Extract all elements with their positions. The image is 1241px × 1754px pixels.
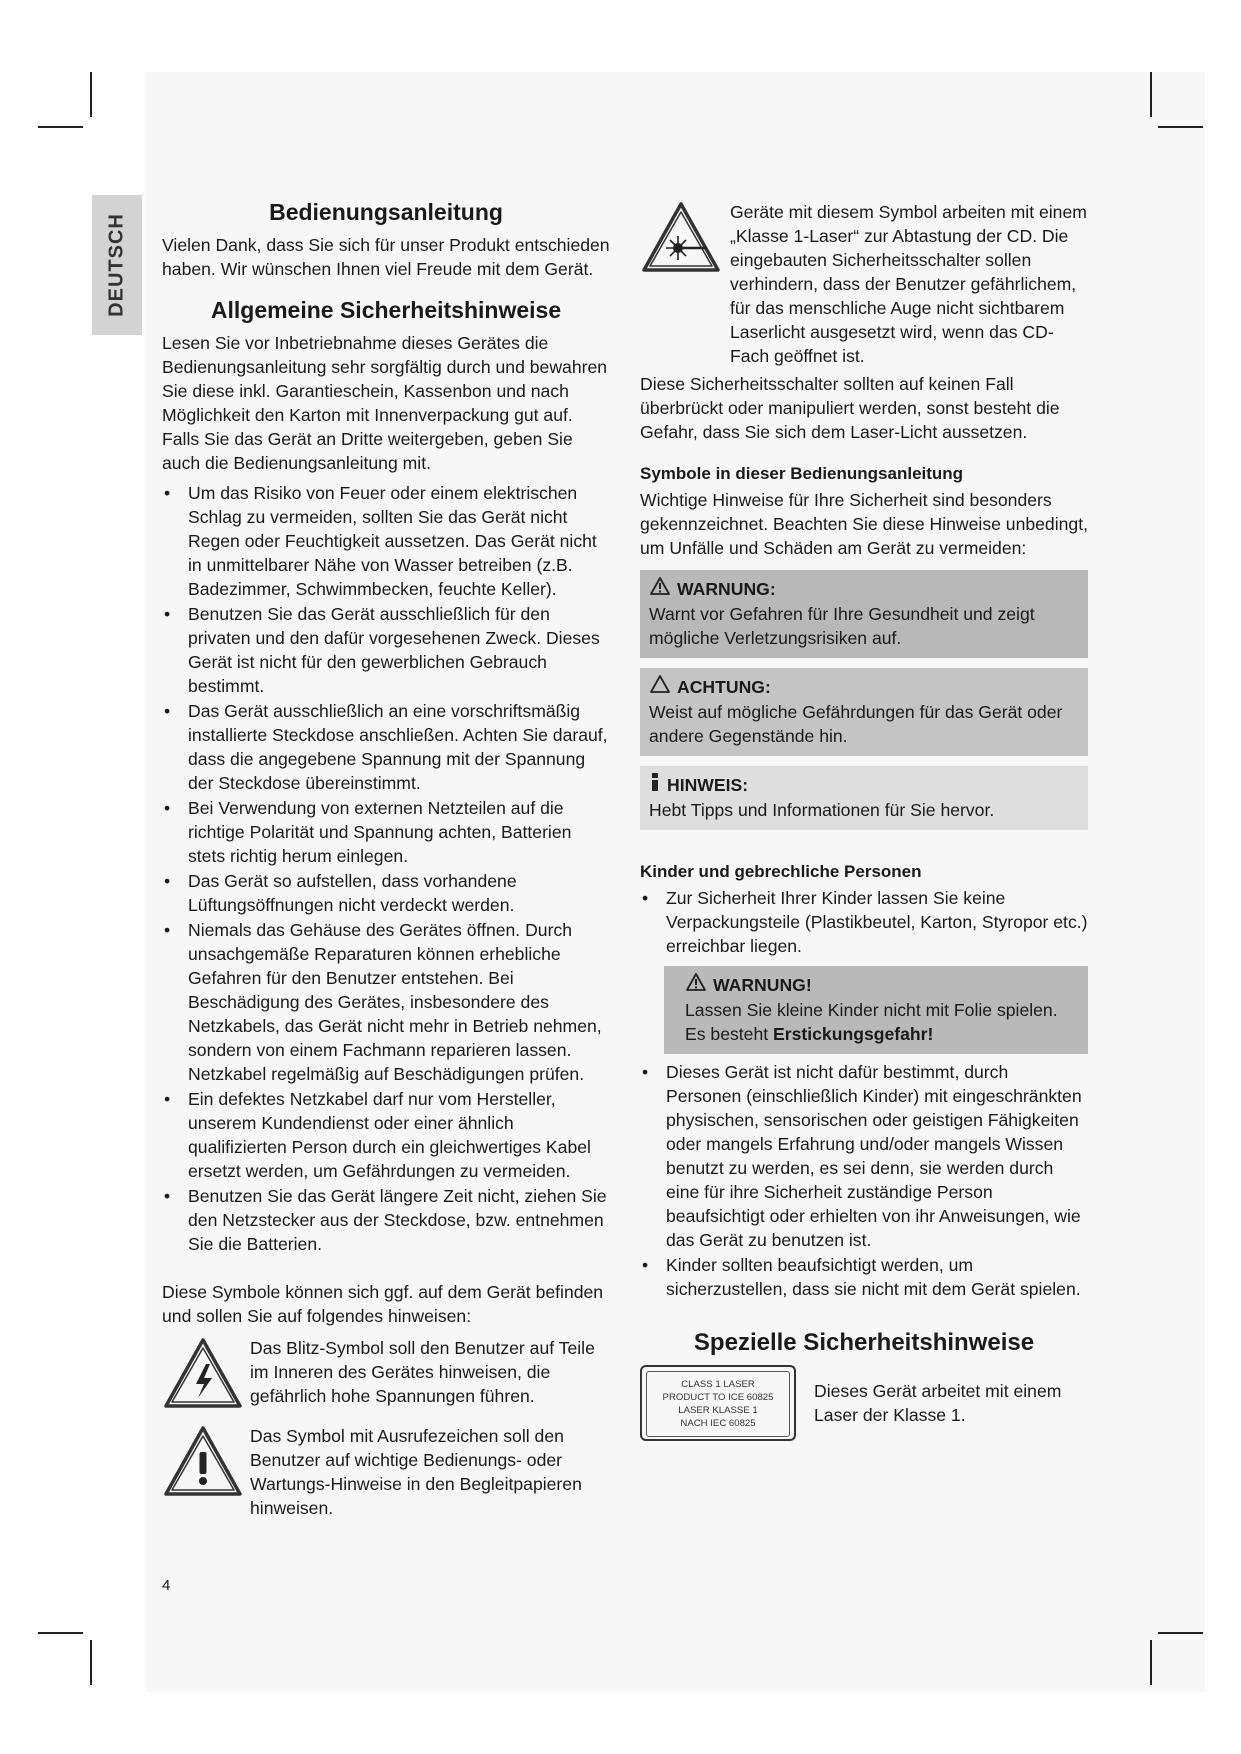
exclamation-symbol-text: Das Symbol mit Ausrufezeichen soll den Benutzer auf wichtige Bedienungs- oder Wartungs-Hinweise in den Begleitpapieren hinweisen. <box>250 1426 582 1518</box>
warning-box <box>640 570 1088 658</box>
list-item: • Um das Risiko von Feuer oder einem elektrischen Schlag zu vermeiden, sollten Sie das Gerät nicht Regen oder Feuchtigkeit aussetzen. Das Gerät nicht in unmittelbarer Nähe von Wasser betreiben (z.B. Badezimmer, Schwimmbecken, feuchte Keller). <box>162 481 610 601</box>
lightning-warning-icon <box>162 1336 250 1416</box>
exclamation-symbol-row <box>162 1424 610 1520</box>
lightning-symbol-text: Das Blitz-Symbol soll den Benutzer auf Teile im Inneren des Gerätes hinweisen, die gefährlich hohe Spannungen führen. <box>250 1338 595 1406</box>
warning-triangle-icon <box>685 972 707 998</box>
safety-heading: Allgemeine Sicherheitshinweise <box>210 297 562 323</box>
intro-text: Vielen Dank, dass Sie sich für unser Produkt entschieden haben. Wir wünschen Ihnen viel Freude mit dem Gerät. <box>162 235 610 279</box>
laser-symbol-text: Geräte mit diesem Symbol arbeiten mit einem „Klasse 1-Laser“ zur Abtastung der CD. Die eingebauten Sicherheitsschalter sollen verhindern, dass der Benutzer gefährlichem, für das menschliche Auge nicht sichtbarem Laserlicht ausgesetzt wird, wenn das CD-Fach geöffnet ist. <box>730 202 1087 366</box>
child-warning-text-2 <box>685 1022 1078 1046</box>
language-tab-label: DEUTSCH <box>105 213 128 317</box>
warning-triangle-icon <box>649 576 671 602</box>
children-list <box>640 886 1088 958</box>
laser-symbol-row <box>640 200 1088 368</box>
list-item: • Kinder sollten beaufsichtigt werden, um sicherzustellen, dass sie nicht mit dem Gerät spielen. <box>640 1253 1088 1301</box>
hint-label: HINWEIS: <box>667 775 749 795</box>
crop-mark <box>1158 126 1203 128</box>
manual-title: Bedienungsanleitung <box>269 199 503 225</box>
crop-mark <box>1158 1632 1203 1634</box>
crop-mark <box>1150 1640 1152 1685</box>
child-warning-box <box>664 966 1088 1054</box>
child-warning-text: Lassen Sie kleine Kinder nicht mit Folie spielen. <box>685 1000 1058 1020</box>
page-number: 4 <box>162 1577 171 1594</box>
list-item: • Bei Verwendung von externen Netzteilen auf die richtige Polarität und Spannung achten, Batterien stets richtig herum einlegen. <box>162 796 610 868</box>
warning-box-title <box>649 576 1080 602</box>
child-warning-title <box>685 972 1078 998</box>
crop-mark <box>38 1632 83 1634</box>
child-warning-label: WARNUNG! <box>713 975 812 995</box>
left-column <box>162 197 610 1520</box>
caution-box <box>640 668 1088 756</box>
safety-list <box>162 481 610 1256</box>
hint-text: Hebt Tipps und Informationen für Sie hervor. <box>649 800 995 820</box>
laser-class-label-inner <box>646 1371 790 1437</box>
crop-mark <box>90 72 92 117</box>
suffocation-warning: Erstickungsgefahr! <box>773 1024 934 1044</box>
hint-box <box>640 766 1088 830</box>
laser-class-row <box>640 1365 1088 1441</box>
hint-box-title <box>649 772 1080 798</box>
symbols-intro: Diese Symbole können sich ggf. auf dem Gerät befinden und sollen Sie auf folgendes hinweisen: <box>162 1282 604 1326</box>
laser-class-text: Dieses Gerät arbeitet mit einem Laser der Klasse 1. <box>814 1381 1062 1425</box>
exclamation-warning-icon <box>162 1424 250 1504</box>
safety-switch-text: Diese Sicherheitsschalter sollten auf keinen Fall überbrückt oder manipuliert werden, sonst besteht die Gefahr, dass Sie sich dem Laser-Licht aussetzen. <box>640 374 1060 442</box>
info-icon <box>649 772 661 798</box>
child-warning-prefix: Es besteht <box>685 1024 774 1044</box>
laser-label-line: LASER KLASSE 1 <box>678 1405 758 1416</box>
laser-class-label <box>640 1365 796 1441</box>
crop-mark <box>1150 72 1152 117</box>
special-safety-heading: Spezielle Sicherheitshinweise <box>693 1329 1035 1356</box>
laser-label-line: NACH IEC 60825 <box>680 1418 756 1429</box>
crop-mark <box>90 1640 92 1685</box>
list-item: • Dieses Gerät ist nicht dafür bestimmt, durch Personen (einschließlich Kinder) mit eingeschränkten physischen, sensorischen oder geistigen Fähigkeiten oder mangels Erfahrung und/oder mangels Wissen benutzt zu werden, es sei denn, sie werden durch eine für ihre Sicherheit zuständige Person beaufsichtigt oder erhielten von ihr Anweisungen, wie das Gerät zu benutzen ist. <box>640 1060 1088 1252</box>
caution-triangle-icon <box>649 674 671 700</box>
list-item: • Ein defektes Netzkabel darf nur vom Hersteller, unserem Kundendienst oder einer ähnlich qualifizierten Person durch ein gleichwertiges Kabel ersetzt werden, um Gefährdungen zu vermeiden. <box>162 1087 610 1183</box>
crop-mark <box>38 126 83 128</box>
caution-label: ACHTUNG: <box>677 677 771 697</box>
list-item: • Zur Sicherheit Ihrer Kinder lassen Sie keine Verpackungsteile (Plastikbeutel, Karton, Styropor etc.) erreichbar liegen. <box>640 886 1088 958</box>
lightning-symbol-row <box>162 1336 610 1416</box>
children-list-2 <box>640 1060 1088 1301</box>
language-tab <box>92 195 142 335</box>
laser-warning-icon <box>640 200 730 280</box>
right-column <box>640 200 1088 1441</box>
list-item: • Benutzen Sie das Gerät ausschließlich für den privaten und den dafür vorgesehenen Zweck. Dieses Gerät ist nicht für den gewerblichen Gebrauch bestimmt. <box>162 602 610 698</box>
warning-label: WARNUNG: <box>677 579 776 599</box>
caution-box-title <box>649 674 1080 700</box>
safety-intro: Lesen Sie vor Inbetriebnahme dieses Gerätes die Bedienungsanleitung sehr sorgfältig durch und bewahren Sie diese inkl. Garantieschein, Kassenbon und nach Möglichkeit den Karton mit Innenverpackung gut auf. Falls Sie das Gerät an Dritte weitergeben, geben Sie auch die Bedienungsanleitung mit. <box>162 333 608 473</box>
list-item: • Das Gerät so aufstellen, dass vorhandene Lüftungsöffnungen nicht verdeckt werden. <box>162 869 610 917</box>
warning-text: Warnt vor Gefahren für Ihre Gesundheit und zeigt mögliche Verletzungsrisiken auf. <box>649 604 1035 648</box>
laser-label-line: CLASS 1 LASER <box>681 1379 755 1390</box>
symbols-heading: Symbole in dieser Bedienungsanleitung <box>640 464 964 483</box>
caution-text: Weist auf mögliche Gefährdungen für das Gerät oder andere Gegenstände hin. <box>649 702 1063 746</box>
list-item: • Niemals das Gehäuse des Gerätes öffnen. Durch unsachgemäße Reparaturen können erhebliche Gefahren für den Benutzer entstehen. Bei Beschädigung des Gerätes, insbesondere des Netzkabels, das Gerät nicht mehr in Betrieb nehmen, sondern von einem Fachmann reparieren lassen. Netzkabel regelmäßig auf Beschädigungen prüfen. <box>162 918 610 1086</box>
list-item: • Das Gerät ausschließlich an eine vorschriftsmäßig installierte Steckdose anschließen. Achten Sie darauf, dass die angegebene Spannung mit der Spannung der Steckdose übereinstimmt. <box>162 699 610 795</box>
symbols-text: Wichtige Hinweise für Ihre Sicherheit sind besonders gekennzeichnet. Beachten Sie diese Hinweise unbedingt, um Unfälle und Schäden am Gerät zu vermeiden: <box>640 490 1088 558</box>
list-item: • Benutzen Sie das Gerät längere Zeit nicht, ziehen Sie den Netzstecker aus der Steckdose, bzw. entnehmen Sie die Batterien. <box>162 1184 610 1256</box>
children-heading: Kinder und gebrechliche Personen <box>640 862 922 881</box>
laser-label-line: PRODUCT TO ICE 60825 <box>662 1392 774 1403</box>
